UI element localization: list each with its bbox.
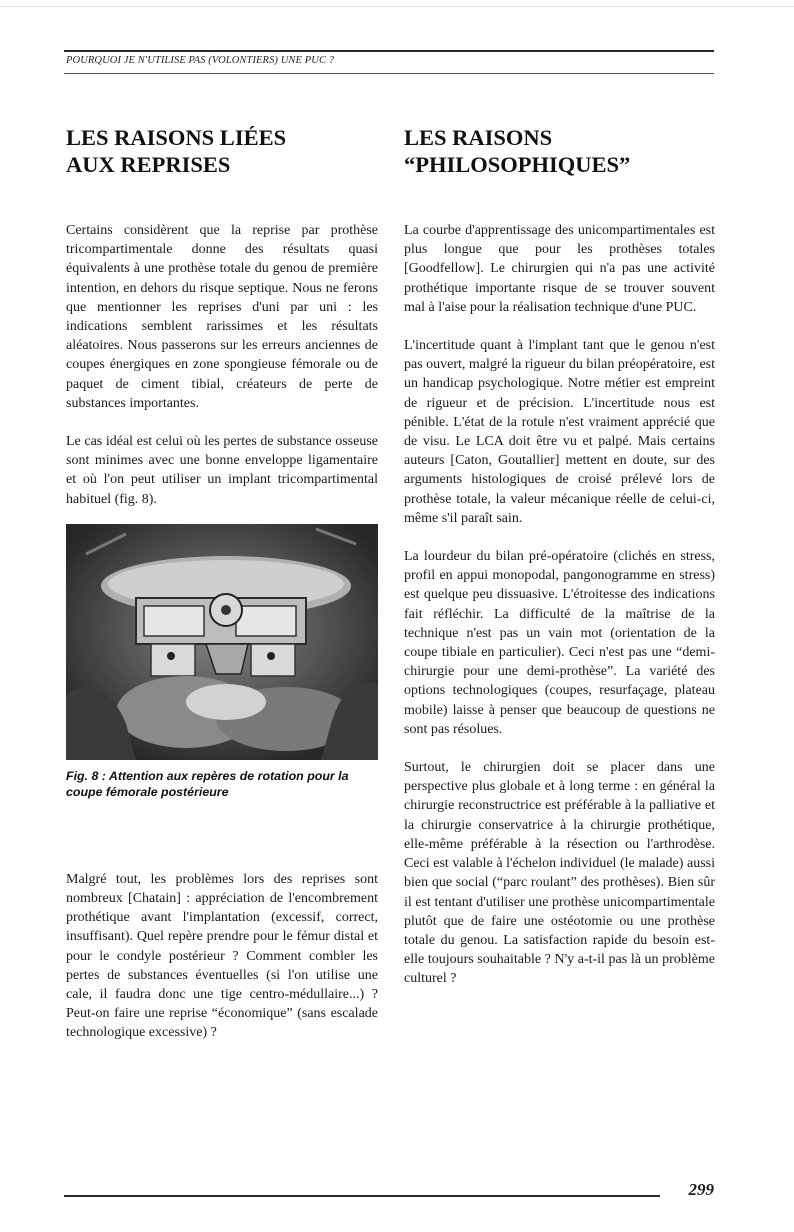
- section-title-philosophiques: [404, 124, 715, 221]
- footer-rule: [64, 1195, 660, 1197]
- surgical-photo-illustration: [66, 524, 378, 760]
- paragraph: Le cas idéal est celui où les pertes de substance osseuse sont minimes avec une bonne enveloppe ligamentaire et où l'on peut utiliser un implant tricompartimental habituel (fig. 8).: [66, 434, 378, 507]
- section-title-line: LES RAISONS LIÉES: [66, 125, 287, 150]
- section-title-line: “PHILOSOPHIQUES”: [404, 152, 631, 177]
- running-head: POURQUOI JE N'UTILISE PAS (VOLONTIERS) UNE PUC ?: [66, 55, 335, 66]
- paragraph: Surtout, le chirurgien doit se placer dans une perspective plus globale et à long terme : en général la chirurgie reconstructrice est préférable à la palliative et la chirurgie conservatrice à la chirurgie prothétique, elle-même préférable à la résection ou l'arthrodèse. Ceci est valable à l'échelon individuel (le malade) aussi bien que social (“parc roulant” des prothèses). Bien sûr il est tentant d'utiliser une prothèse unicompartimentale plutôt que de faire une ostéotomie ou une prothèse totale du genou. La satisfaction rapide du besoin est-elle toujours souhaitable ? N'y a-t-il pas là un problème culturel ?: [404, 760, 715, 987]
- scan-edge-line: [0, 6, 794, 7]
- page-number: 299: [688, 1180, 714, 1199]
- section-title-line: AUX REPRISES: [66, 152, 231, 177]
- paragraph: Malgré tout, les problèmes lors des reprises sont nombreux [Chatain] : appréciation de l'encombrement prothétique avant l'implantation (excessif, correct, insuffisant). Quel repère prendre pour le fémur distal et pour le condyle postérieur ? Comment combler les pertes de substances éventuelles (si l'on utilise une cale, il faudra donc une tige centro-médullaire...) ? Peut-on faire une reprise “économique” (sans escalade technologique excessive) ?: [66, 871, 378, 1041]
- header-rule-top: [64, 50, 714, 52]
- paragraph: Certains considèrent que la reprise par prothèse tricompartimentale donne des résultats quasi équivalents à une prothèse totale du genou de première intention, en dehors du risque septique. Nous ne ferons que mentionner les reprises d'uni par uni : les indications semblent rarissimes et les résultats aléatoires. Nous passerons sur les erreurs anciennes de coupes énergiques en zone spongieuse fémorale ou de paquet de ciment tibial, créateurs de perte de substances importantes.: [66, 223, 378, 411]
- left-column: [66, 124, 378, 1043]
- paragraph: La courbe d'apprentissage des unicompartimentales est plus longue que pour les prothèses totales [Goodfellow]. Le chirurgien qui n'a pas une activité prothétique importante risque de se trouver souvent mal à l'aise pour la réalisation technique d'une PUC.: [404, 223, 715, 315]
- section-title-line: LES RAISONS: [404, 125, 553, 150]
- section-title-reprises: [66, 124, 378, 221]
- paragraph: La lourdeur du bilan pré-opératoire (clichés en stress, profil en appui monopodal, pangonogramme en stress) est quelque peu dissuasive. L'étroitesse des indications fait réfléchir. La difficulté de la maîtrise de la technique n'est pas un vain mot (orientation de la coupe tibiale en particulier). Ceci n'est pas une “demi-chirurgie pour une demi-prothèse”. La variété des options technologiques (coupes, resurfaçage, plateau mobile) laisse à penser que beaucoup de questions ne sont pas résolues.: [404, 549, 715, 737]
- figure-8-photo: [66, 524, 378, 760]
- figure-caption: Fig. 8 : Attention aux repères de rotation pour la coupe fémorale postérieure: [66, 768, 349, 799]
- right-column: [404, 124, 715, 989]
- header-rule-bottom: [64, 73, 714, 74]
- paragraph: L'incertitude quant à l'implant tant que le genou n'est pas ouvert, malgré la rigueur du bilan préopératoire, est un handicap psychologique. Notre métier est empreint de rigueur et de précision. L'incertitude nous est pénible. L'état de la rotule n'est vraiment apprécié que de visu. Le LCA doit être vu et palpé. Mais certains auteurs [Caton, Goutallier] mettent en doute, sur des arguments histologiques de croisé prélevé lors de prothèse totale, la valeur mécanique réelle de celui-ci, même s'il paraît sain.: [404, 338, 715, 526]
